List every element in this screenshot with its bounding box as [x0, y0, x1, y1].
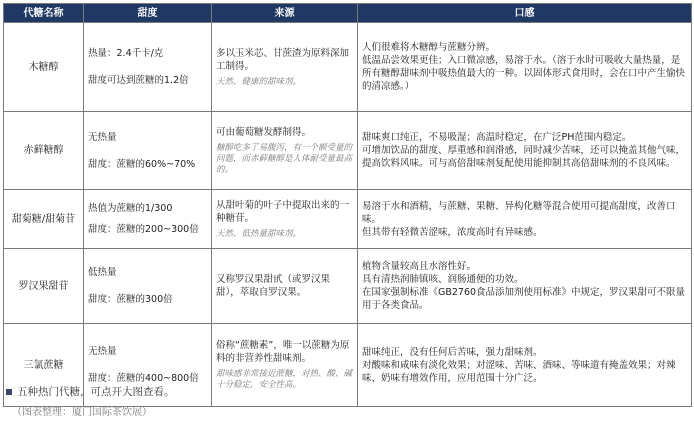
source-text: 可由葡萄糖发酵制得。 — [216, 126, 312, 138]
sweetness-text: 甜度：蔗糖的400~800倍 — [88, 373, 199, 384]
sweetness-text: 甜度：蔗糖的300倍 — [88, 294, 173, 305]
sweetness-cell — [84, 112, 212, 190]
table-row — [4, 249, 692, 324]
source-cell — [212, 23, 358, 112]
table-row — [4, 112, 692, 190]
source-note: 甜味感非常接近蔗糖，对热、酸、碱十分稳定，安全性高。 — [216, 369, 353, 390]
header-source: 来源 — [212, 4, 358, 23]
source-text: 俗称“蔗糖素”，唯一以蔗糖为原料的非营养性甜味剂。 — [216, 340, 350, 364]
source-note: 糖醇吃多了易腹泻，有一个额受量的问题，而赤藓糖醇是人体耐受量最高的。 — [216, 142, 353, 175]
table-header-row — [4, 4, 692, 23]
sweetness-cell — [84, 249, 212, 324]
taste-line: 可增加饮品的甜度、厚重感和润滑感，同时减少苦味，还可以掩盖其他气味，提高饮料风味。可与高倍甜味剂复配使用能抑制其高倍甜味剂的不良风味。 — [362, 145, 686, 169]
table-row — [4, 23, 692, 112]
sweetness-text: 甜度可达到蔗糖的1.2倍 — [88, 75, 189, 86]
taste-line: 对酸味和咸味有淡化效果；对涩味、苦味、酒味、等味道有掩盖效果；对辣味、奶味有增效作用，应用范围十分广泛。 — [362, 359, 676, 384]
taste-cell — [358, 190, 692, 249]
calorie-text: 低热量 — [88, 267, 117, 278]
taste-line: 人们很难将木糖醇与蔗糖分辨。 — [362, 42, 496, 53]
taste-line: 低温品尝效果更佳；入口微凉感，易溶于水。（溶于水时可吸收大量热量，是所有糖醇甜味剂中吸热值最大的一种。以固体形式食用时，会在口中产生愉快的清凉感。） — [362, 55, 686, 92]
taste-line: 易溶于水和酒精，与蔗糖、果糖、异构化糖等混合使用可提高甜度，改善口味。 — [362, 200, 676, 225]
source-cell — [212, 112, 358, 190]
taste-cell — [358, 249, 692, 324]
sweetener-name: 木糖醇 — [4, 23, 84, 112]
square-bullet-icon — [6, 389, 12, 395]
source-note: 天然、低热量甜味剂。 — [216, 228, 302, 239]
table-row — [4, 190, 692, 249]
taste-line: 但其带有轻微苦涩味，浓度高时有异味感。 — [362, 226, 543, 238]
source-note: 天然、健康的甜味剂。 — [216, 76, 302, 87]
sweetness-cell — [84, 23, 212, 112]
taste-line: 具有清热润肺镇咳、润肠通便的功效。 — [362, 274, 524, 285]
header-sweetness: 甜度 — [84, 4, 212, 23]
sweetness-text: 甜度：蔗糖的60%~70% — [88, 158, 196, 170]
sweetener-table — [3, 3, 692, 407]
source-cell — [212, 324, 358, 407]
taste-line: 在国家强制标准《GB2760食品添加剂使用标准》中规定，罗汉果甜可不限量用于各类食品。 — [362, 287, 686, 311]
header-name: 代糖名称 — [4, 4, 84, 23]
source-cell — [212, 190, 358, 249]
taste-line: 甜味纯正，没有任何后苦味，强力甜味剂。 — [362, 346, 543, 358]
taste-cell — [358, 23, 692, 112]
taste-line: 甜味爽口纯正，不易吸湿；高温时稳定，在广泛PH范围内稳定。 — [362, 132, 632, 143]
sweetener-name: 三氯蔗糖 — [4, 324, 84, 407]
sweetener-name: 甜菊糖/甜菊苷 — [4, 190, 84, 249]
header-taste: 口感 — [358, 4, 692, 23]
sweetener-name: 赤藓糖醇 — [4, 112, 84, 190]
source-cell — [212, 249, 358, 324]
sweetener-name: 罗汉果甜苷 — [4, 249, 84, 324]
calorie-text: 热值为蔗糖的1/300 — [88, 203, 173, 214]
source-text: 从甜叶菊的叶子中提取出来的一种糖苷。 — [216, 199, 350, 224]
calorie-text: 无热量 — [88, 131, 117, 143]
image-credit: （图表整理：厦门国际茶饮展） — [12, 407, 152, 418]
calorie-text: 无热量 — [88, 346, 117, 357]
source-text: 又称罗汉果甜甙（或罗汉果甜），萃取自罗汉果。 — [216, 274, 331, 298]
taste-cell — [358, 324, 692, 407]
caption-text: 五种热门代糖，可点开大图查看。 — [17, 386, 175, 398]
source-text: 多以玉米芯、甘蔗渣为原料深加工制得。 — [216, 47, 350, 72]
taste-cell — [358, 112, 692, 190]
sweetness-text: 甜度：蔗糖的200~300倍 — [88, 224, 199, 235]
sweetness-cell — [84, 190, 212, 249]
image-caption — [6, 384, 175, 399]
calorie-text: 热量：2.4千卡/克 — [88, 48, 164, 59]
taste-line: 植物含量较高且水溶性好。 — [362, 261, 477, 272]
